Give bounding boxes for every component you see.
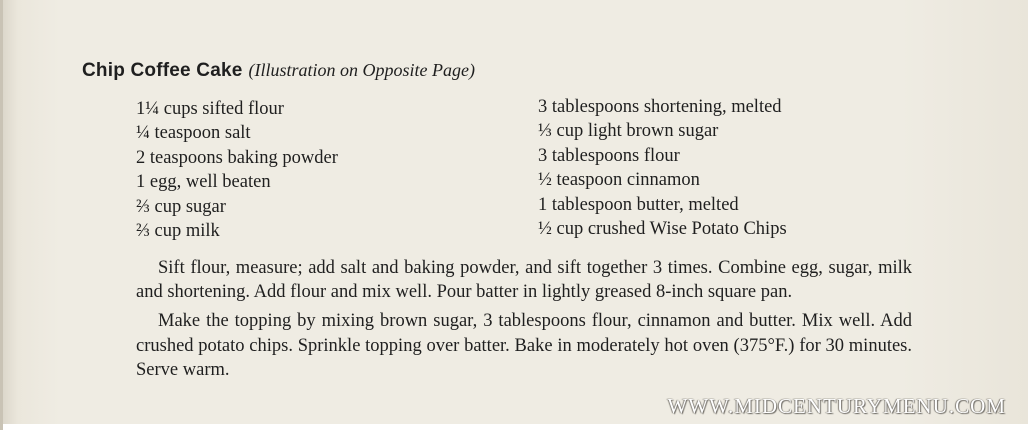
ingredients-left-column <box>136 97 338 243</box>
ingredient-item: 3 tablespoons shortening, melted <box>538 97 782 117</box>
ingredient-item: 2 teaspoons baking powder <box>136 147 338 168</box>
ingredient-item: ⅔ cup sugar <box>136 196 226 217</box>
ingredient-item: ⅓ cup light brown sugar <box>538 121 719 142</box>
recipe-subtitle: (Illustration on Opposite Page) <box>248 60 475 80</box>
ingredient-item: 1¼ cups sifted flour <box>136 99 284 119</box>
ingredient-item: 3 tablespoons flour <box>538 145 680 166</box>
ingredient-item: ½ teaspoon cinnamon <box>538 170 700 191</box>
ingredient-item: 1 tablespoon butter, melted <box>538 194 739 215</box>
instruction-paragraph: Make the topping by mixing brown sugar, 3 tablespoons flour, cinnamon and butter. Mix well. Add crushed potato chips. Sprinkle topping over batter. Bake in moderately hot oven (375°F.) for 30 minutes. Serve warm. <box>136 311 912 380</box>
instruction-paragraph: Sift flour, measure; add salt and baking powder, and sift together 3 times. Combine egg, sugar, milk and shortening. Add flour and mix well. Pour batter in lightly greased 8-inch square pan. <box>136 258 912 303</box>
recipe-title: Chip Coffee Cake <box>82 60 243 81</box>
ingredient-item: ½ cup crushed Wise Potato Chips <box>538 219 787 240</box>
ingredient-item: ⅔ cup milk <box>136 221 220 242</box>
ingredient-item: 1 egg, well beaten <box>136 172 271 193</box>
ingredients-right-column <box>538 95 787 241</box>
recipe-instructions <box>136 256 912 387</box>
ingredient-item: ¼ teaspoon salt <box>136 123 251 144</box>
recipe-heading <box>82 60 475 82</box>
site-watermark: WWW.MIDCENTURYMENU.COM <box>667 394 1006 418</box>
